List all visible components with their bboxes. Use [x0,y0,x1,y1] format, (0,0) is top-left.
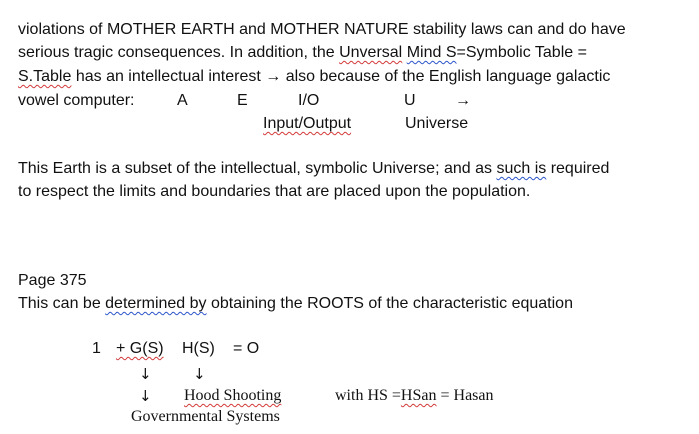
spell-word-unversal: Unversal [339,44,403,61]
vowel-io: I/O [298,92,320,109]
arrow-down-icon: ↓ [139,387,152,405]
spell-word-stable: S.Table [18,68,72,85]
grammar-phrase-determined-by: determined by [105,295,207,312]
para2-line1 [18,159,609,179]
universe-label: Universe [405,115,469,132]
para2-line1-text-a: This Earth is a subset of the intellectual, symbolic Universe; and as [18,160,497,177]
page-body-line [18,294,573,314]
equation-h: H(S) [182,340,215,357]
page-body-text-b: obtaining the ROOTS of the characteristic equation [206,295,573,312]
equation-equals-o: = O [233,340,260,357]
arrow-down-icon: ↓ [193,365,206,383]
vowel-e: E [237,92,248,109]
page-body-text-a: This can be [18,295,106,312]
governmental-systems-label: Governmental Systems [131,408,280,425]
para1-line1: violations of MOTHER EARTH and MOTHER NATURE stability laws can and do have [18,21,626,38]
para2-line2: to respect the limits and boundaries that are placed upon the population. [18,183,531,200]
arrow-down-icon: ↓ [139,365,152,383]
page-number-label: Page 375 [18,272,87,289]
para1-line3 [18,67,610,87]
grammar-phrase-such-is: such is [496,160,547,177]
para1-line3-text: has an intellectual interest → also because of the English language galactic [71,68,611,85]
equation-one: 1 [92,340,101,357]
equation-g [116,339,164,359]
hood-shooting-label [184,386,281,406]
hs-equation-text-a: with HS = [335,387,401,404]
vowel-a: A [177,92,188,109]
spell-word-input-output: Input/Output [263,115,352,132]
spell-word-hsan: HSan [400,387,437,404]
hs-equation-text-b: = Hasan [436,387,494,404]
grammar-phrase-mind-s: Mind S [406,44,457,61]
input-output-label [263,114,351,134]
spell-phrase-hood-shooting: Hood Shooting [184,387,282,404]
para2-line1-text-b: required [546,160,610,177]
vowel-arrow: → [455,92,471,109]
spell-word-g-s: + G(S) [116,340,164,357]
para1-line2 [18,43,587,63]
para1-line2-text-c: =Symbolic Table = [456,44,587,61]
vowel-u: U [404,92,416,109]
hs-equation [335,386,494,406]
vowel-computer-label: vowel computer: [18,92,135,109]
para1-line2-text-a: serious tragic consequences. In addition, the [18,44,340,61]
